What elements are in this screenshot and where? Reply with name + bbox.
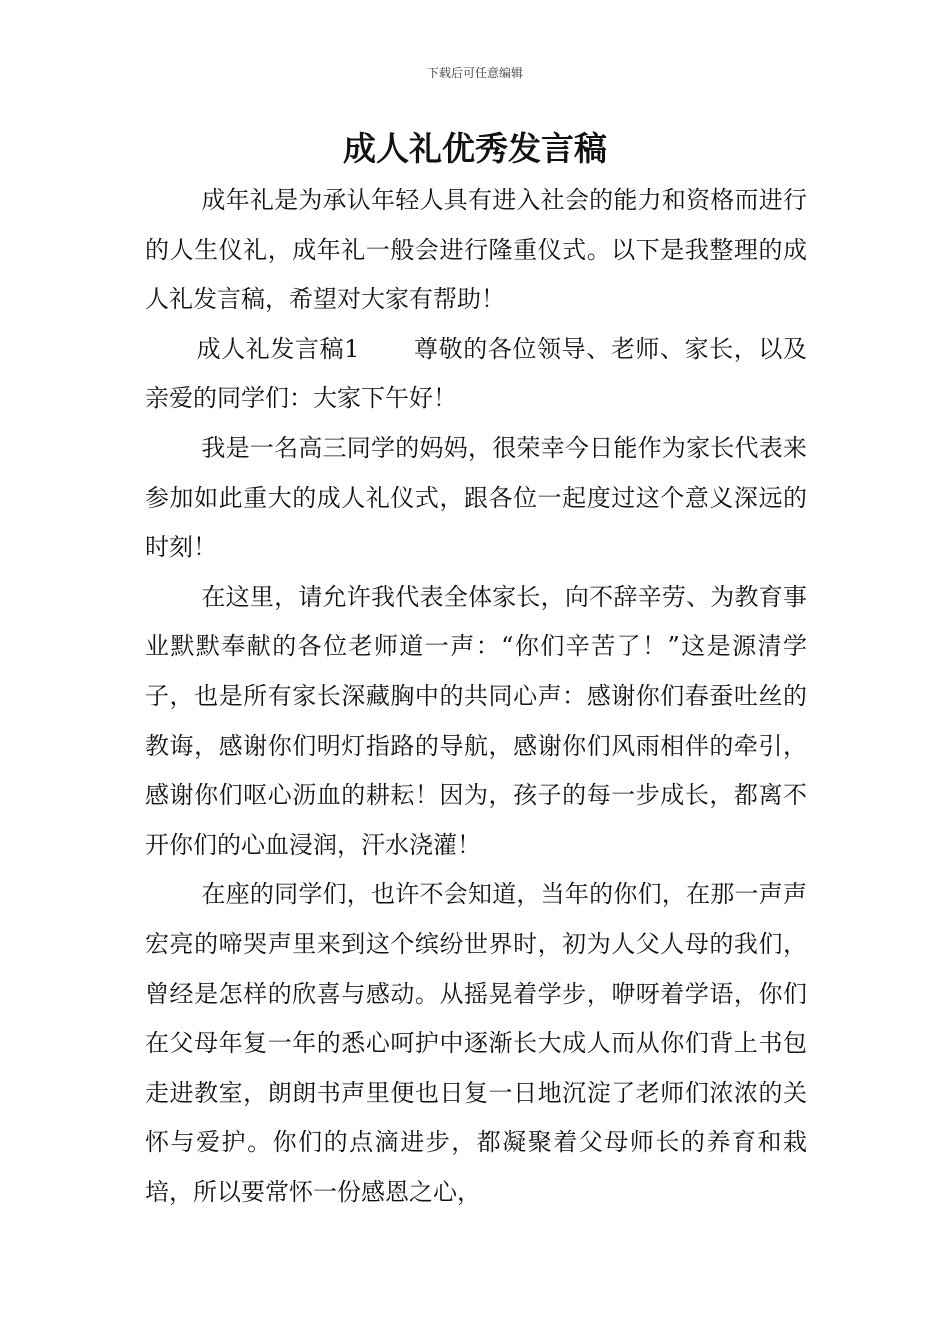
speech-heading: 成人礼发言稿1: [196, 334, 360, 363]
document-title: 成人礼优秀发言稿: [343, 129, 607, 168]
document-body: [145, 176, 807, 1217]
speech-paragraph-2: 在这里，请允许我代表全体家长，向不辞辛劳、为教育事业默默奉献的各位老师道一声：“你们辛苦了！”这是源清学子，也是所有家长深藏胸中的共同心声：感谢你们春蚕吐丝的教诲，感谢你们明灯指路的导航，感谢你们风雨相伴的牵引，感谢你们呕心沥血的耕耘！因为，孩子的每一步成长，都离不开你们的心血浸润，汗水浇灌！: [145, 582, 807, 859]
speech-paragraph-1: 我是一名高三同学的妈妈，很荣幸今日能作为家长代表来参加如此重大的成人礼仪式，跟各位一起度过这个意义深远的时刻！: [145, 433, 807, 562]
header-note: 下载后可任意编辑: [426, 66, 523, 80]
speech-paragraph-3: 在座的同学们，也许不会知道，当年的你们，在那一声声宏亮的啼哭声里来到这个缤纷世界时，初为人父人母的我们，曾经是怎样的欣喜与感动。从摇晃着学步，咿呀着学语，你们在父母年复一年的悉心呵护中逐渐长大成人而从你们背上书包走进教室，朗朗书声里便也日复一日地沉淀了老师们浓浓的关怀与爱护。你们的点滴进步，都凝聚着父母师长的养育和栽培，所以要常怀一份感恩之心，: [145, 880, 807, 1206]
speech-greeting: 尊敬的各位领导、老师、家长，以及亲爱的同学们：大家下午好！: [145, 334, 807, 413]
intro-paragraph: 成年礼是为承认年轻人具有进入社会的能力和资格而进行的人生仪礼，成年礼一般会进行隆重仪式。以下是我整理的成人礼发言稿，希望对大家有帮助！: [145, 186, 807, 314]
speech-opening-paragraph: [145, 325, 807, 424]
